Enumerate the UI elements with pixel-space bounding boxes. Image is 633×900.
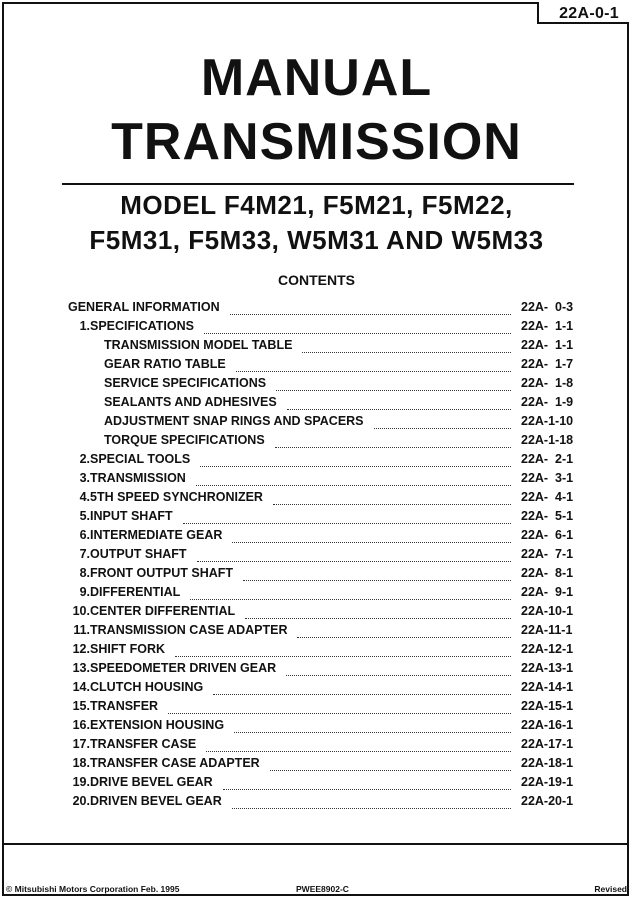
toc-entry-title: DRIVE BEVEL GEAR (90, 775, 213, 789)
toc-entry-title: SPECIAL TOOLS (90, 452, 191, 466)
toc-dot-leader (190, 598, 511, 600)
table-of-contents (68, 300, 573, 813)
toc-entry[interactable] (68, 604, 573, 623)
toc-entry-title: TRANSMISSION CASE ADAPTER (90, 623, 288, 637)
toc-entry[interactable] (68, 376, 573, 395)
copyright-notice: © Mitsubishi Motors Corporation Feb. 1995 (6, 884, 180, 894)
toc-entry-page: 22A- 8-1 (521, 566, 574, 580)
toc-dot-leader (374, 427, 511, 429)
page-code: 22A-0-1 (559, 5, 619, 22)
toc-entry-title: DIFFERENTIAL (90, 585, 181, 599)
toc-entry[interactable] (68, 661, 573, 680)
toc-entry-title: OUTPUT SHAFT (90, 547, 187, 561)
toc-dot-leader (243, 579, 511, 581)
toc-entry-number: 14. (72, 680, 90, 694)
model-subtitle-line2: F5M31, F5M33, W5M31 AND W5M33 (89, 225, 544, 255)
toc-entry-title: TRANSFER CASE (90, 737, 197, 751)
toc-entry[interactable] (68, 319, 573, 338)
toc-entry-number: 8. (79, 566, 90, 580)
toc-entry-page: 22A- 9-1 (521, 585, 574, 599)
toc-entry[interactable] (68, 642, 573, 661)
toc-entry-number: 10. (72, 604, 90, 618)
toc-entry-title: TRANSFER CASE ADAPTER (90, 756, 260, 770)
toc-entry-page: 22A-1-18 (521, 433, 574, 447)
toc-entry-number: 13. (72, 661, 90, 675)
toc-dot-leader (302, 351, 511, 353)
toc-entry[interactable] (68, 718, 573, 737)
toc-entry-page: 22A- 7-1 (521, 547, 574, 561)
toc-entry-page: 22A-12-1 (521, 642, 574, 656)
toc-entry-number: 12. (72, 642, 90, 656)
toc-entry-number: 3. (79, 471, 90, 485)
toc-entry-number: 16. (72, 718, 90, 732)
toc-entry[interactable] (68, 794, 573, 813)
footer-divider (4, 843, 629, 845)
toc-entry-title: CLUTCH HOUSING (90, 680, 204, 694)
toc-entry-number: 1. (79, 319, 90, 333)
toc-dot-leader (232, 541, 511, 543)
toc-dot-leader (245, 617, 511, 619)
toc-entry-page: 22A- 5-1 (521, 509, 574, 523)
document-code: PWEE8902-C (296, 884, 349, 894)
toc-entry-page: 22A- 0-3 (521, 300, 574, 314)
toc-entry-title: CENTER DIFFERENTIAL (90, 604, 236, 618)
toc-entry-number: 6. (79, 528, 90, 542)
contents-heading: CONTENTS (278, 272, 355, 288)
toc-entry-page: 22A-1-10 (521, 414, 574, 428)
toc-entry-title: 5TH SPEED SYNCHRONIZER (90, 490, 263, 504)
page-code-box (537, 2, 629, 24)
toc-entry-title: DRIVEN BEVEL GEAR (90, 794, 222, 808)
toc-entry[interactable] (68, 509, 573, 528)
toc-entry-title: GEAR RATIO TABLE (104, 357, 226, 371)
toc-entry-title: TRANSMISSION (90, 471, 186, 485)
toc-entry-title: ADJUSTMENT SNAP RINGS AND SPACERS (104, 414, 364, 428)
toc-dot-leader (230, 313, 511, 315)
toc-entry-number: 11. (73, 623, 90, 637)
toc-entry-page: 22A- 4-1 (521, 490, 574, 504)
toc-dot-leader (270, 769, 511, 771)
toc-entry-page: 22A-14-1 (521, 680, 574, 694)
toc-dot-leader (275, 446, 511, 448)
toc-entry[interactable] (68, 357, 573, 376)
toc-entry-number: 9. (79, 585, 90, 599)
toc-dot-leader (223, 788, 511, 790)
toc-entry-number: 4. (79, 490, 90, 504)
toc-entry-title: INTERMEDIATE GEAR (90, 528, 223, 542)
toc-entry[interactable] (68, 699, 573, 718)
toc-entry-number: 17. (72, 737, 90, 751)
document-title-line2: TRANSMISSION (111, 113, 522, 171)
toc-entry-title: TRANSMISSION MODEL TABLE (104, 338, 293, 352)
toc-entry[interactable] (68, 547, 573, 566)
toc-dot-leader (273, 503, 511, 505)
toc-entry[interactable] (68, 300, 573, 319)
toc-entry[interactable] (68, 471, 573, 490)
toc-entry-title: FRONT OUTPUT SHAFT (90, 566, 234, 580)
toc-dot-leader (276, 389, 511, 391)
toc-entry-page: 22A-18-1 (521, 756, 574, 770)
toc-entry-number: 2. (79, 452, 90, 466)
toc-entry-number: 15. (72, 699, 90, 713)
toc-dot-leader (234, 731, 511, 733)
toc-entry-page: 22A-10-1 (521, 604, 574, 618)
toc-entry[interactable] (68, 680, 573, 699)
toc-dot-leader (236, 370, 511, 372)
toc-entry[interactable] (68, 585, 573, 604)
toc-entry[interactable] (68, 490, 573, 509)
toc-entry[interactable] (68, 528, 573, 547)
toc-entry-page: 22A- 6-1 (521, 528, 574, 542)
toc-entry-page: 22A-20-1 (521, 794, 574, 808)
toc-entry[interactable] (68, 433, 573, 452)
toc-entry-number: 18. (72, 756, 90, 770)
toc-entry[interactable] (68, 566, 573, 585)
toc-entry-page: 22A- 1-9 (521, 395, 574, 409)
toc-entry-page: 22A-13-1 (521, 661, 574, 675)
toc-entry[interactable] (68, 395, 573, 414)
toc-entry-page: 22A- 1-7 (521, 357, 574, 371)
toc-entry[interactable] (68, 452, 573, 471)
toc-entry[interactable] (68, 737, 573, 756)
toc-dot-leader (196, 484, 511, 486)
toc-dot-leader (287, 408, 511, 410)
toc-entry-title: TORQUE SPECIFICATIONS (104, 433, 265, 447)
toc-entry-page: 22A- 1-8 (521, 376, 574, 390)
toc-entry-page: 22A- 1-1 (521, 338, 574, 352)
toc-dot-leader (206, 750, 511, 752)
toc-dot-leader (286, 674, 511, 676)
toc-entry-title: SEALANTS AND ADHESIVES (104, 395, 277, 409)
toc-entry-page: 22A-15-1 (521, 699, 574, 713)
toc-entry-page: 22A-16-1 (521, 718, 574, 732)
toc-entry-page: 22A-19-1 (521, 775, 574, 789)
toc-entry-number: 19. (72, 775, 90, 789)
toc-entry[interactable] (68, 756, 573, 775)
toc-entry-title: INPUT SHAFT (90, 509, 173, 523)
revision-status: Revised (594, 884, 627, 894)
toc-entry-page: 22A- 3-1 (521, 471, 574, 485)
toc-entry-number: 5. (79, 509, 90, 523)
toc-entry-page: 22A- 2-1 (521, 452, 574, 466)
toc-dot-leader (183, 522, 511, 524)
toc-entry-number: 7. (79, 547, 90, 561)
toc-dot-leader (213, 693, 511, 695)
toc-entry-page: 22A-11-1 (521, 623, 573, 637)
toc-dot-leader (197, 560, 511, 562)
model-subtitle-line1: MODEL F4M21, F5M21, F5M22, (120, 190, 513, 220)
toc-entry[interactable] (68, 338, 573, 357)
toc-entry-page: 22A- 1-1 (521, 319, 574, 333)
toc-dot-leader (175, 655, 511, 657)
toc-dot-leader (297, 636, 511, 638)
toc-entry[interactable] (68, 414, 573, 433)
toc-entry-number: 20. (72, 794, 90, 808)
document-title-line1: MANUAL (200, 49, 433, 107)
toc-dot-leader (204, 332, 511, 334)
title-divider (62, 183, 574, 185)
toc-entry[interactable] (68, 775, 573, 794)
toc-entry-page: 22A-17-1 (521, 737, 574, 751)
toc-entry-title: TRANSFER (90, 699, 159, 713)
toc-entry[interactable] (68, 623, 573, 642)
toc-dot-leader (200, 465, 511, 467)
toc-dot-leader (232, 807, 511, 809)
toc-entry-title: GENERAL INFORMATION (68, 300, 220, 314)
toc-dot-leader (168, 712, 511, 714)
toc-entry-title: EXTENSION HOUSING (90, 718, 225, 732)
toc-entry-title: SHIFT FORK (90, 642, 165, 656)
toc-entry-title: SERVICE SPECIFICATIONS (104, 376, 267, 390)
toc-entry-title: SPEEDOMETER DRIVEN GEAR (90, 661, 277, 675)
toc-entry-title: SPECIFICATIONS (90, 319, 194, 333)
